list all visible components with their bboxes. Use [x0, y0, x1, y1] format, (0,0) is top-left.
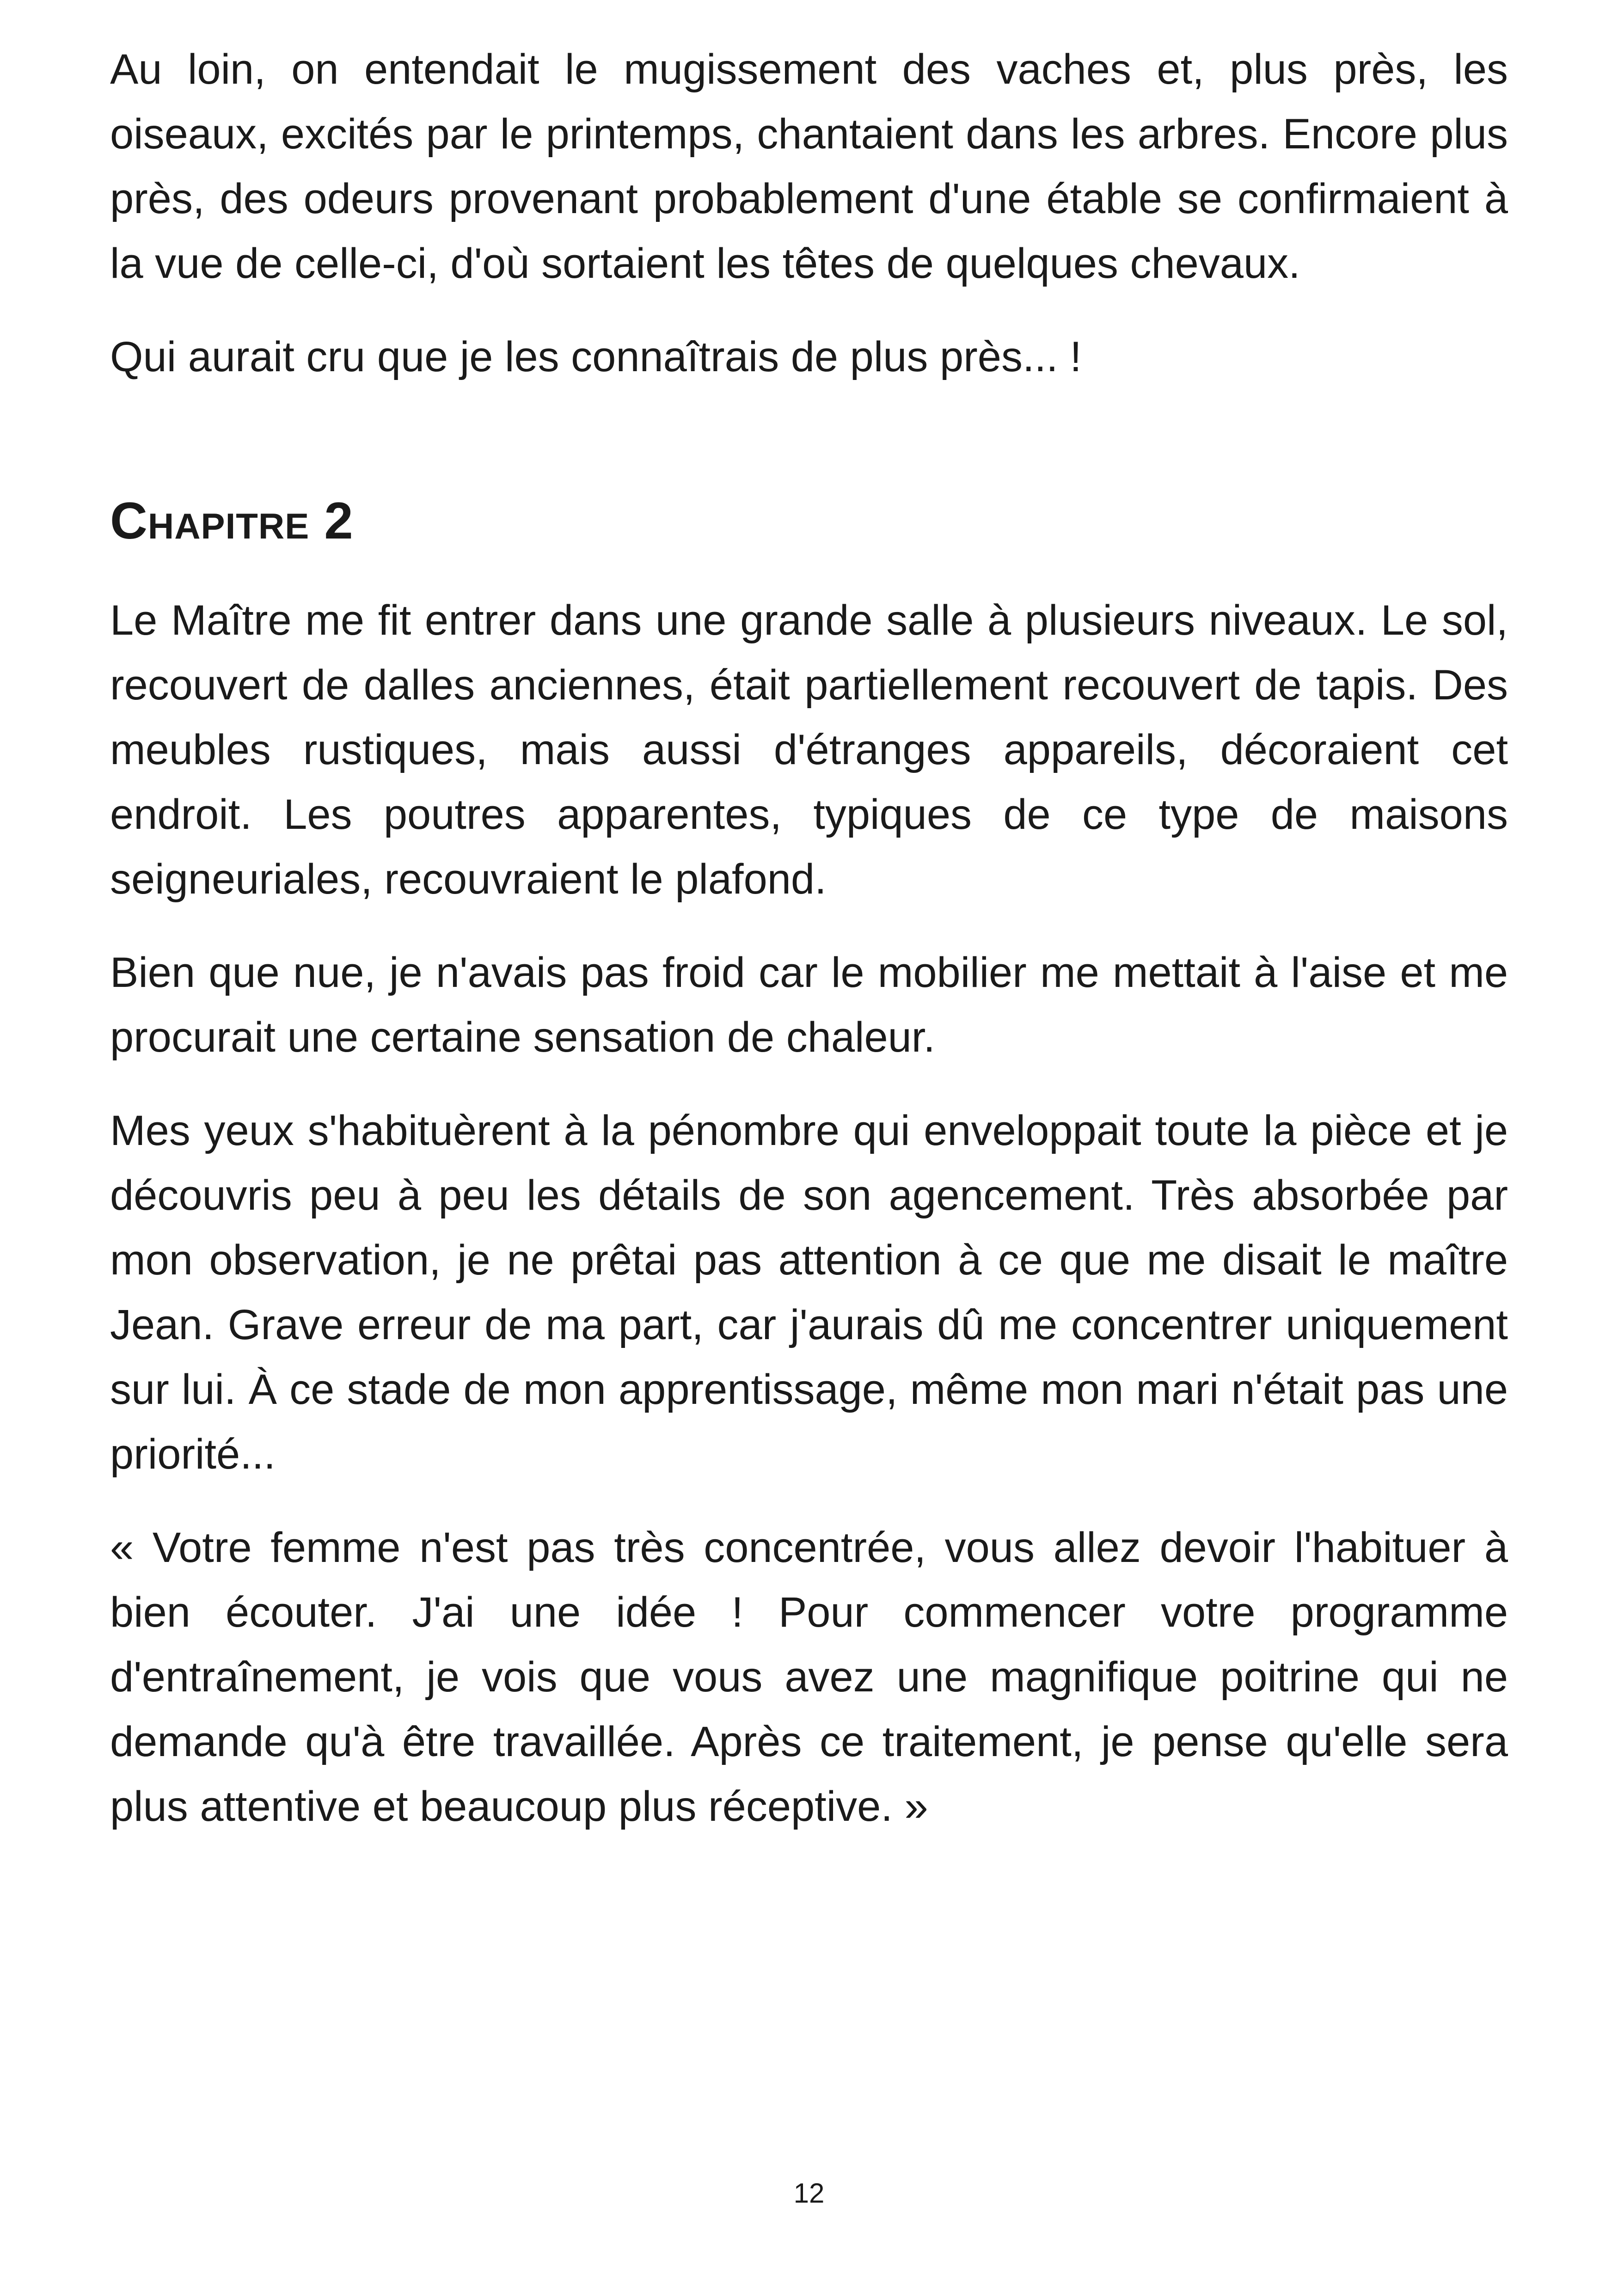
paragraph-grande-salle: Le Maître me fit entrer dans une grande salle à plusieurs niveaux. Le sol, recouvert de dalles anciennes, était partiellement recouvert de tapis. Des meubles rustiques, mais aussi d'étranges appareils, décoraient cet endroit. Les poutres apparentes, typiques de ce type de maisons seigneuriales, recouvraient le plafond. — [110, 597, 1508, 903]
paragraph-cows-birds: Au loin, on entendait le mugissement des vaches et, plus près, les oiseaux, excités par le printemps, chantaient dans les arbres. Encore plus près, des odeurs provenant probablement d'une étable se confirmaient à la vue de celle-ci, d'où sortaient les têtes de quelques chevaux. — [110, 46, 1508, 287]
section-spacer — [110, 389, 1508, 486]
paragraph-bien-que-nue: Bien que nue, je n'avais pas froid car le mobilier me mettait à l'aise et me procurait une certaine sensation de chaleur. — [110, 949, 1508, 1061]
heading-spacer — [110, 556, 1508, 588]
chapter-title: Chapitre 2 — [110, 492, 354, 550]
paragraph-qui-aurait-cru: Qui aurait cru que je les connaîtrais de plus près... ! — [110, 333, 1082, 380]
page-number: 12 — [793, 2178, 825, 2209]
paragraph-dialogue: « Votre femme n'est pas très concentrée, vous allez devoir l'habituer à bien écouter. J'ai une idée ! Pour commencer votre programme d'entraînement, je vois que vous avez une magnifique poitrine qui ne demande qu'à être travaillée. Après ce traitement, je pense qu'elle sera plus attentive et beaucoup plus réceptive. » — [110, 1524, 1508, 1830]
text-column — [110, 37, 1508, 1839]
paragraph-penombre: Mes yeux s'habituèrent à la pénombre qui enveloppait toute la pièce et je découvris peu à peu les détails de son agencement. Très absorbée par mon observation, je ne prêtai pas attention à ce que me disait le maître Jean. Grave erreur de ma part, car j'aurais dû me concentrer uniquement sur lui. À ce stade de mon apprentissage, même mon mari n'était pas une priorité... — [110, 1107, 1508, 1478]
